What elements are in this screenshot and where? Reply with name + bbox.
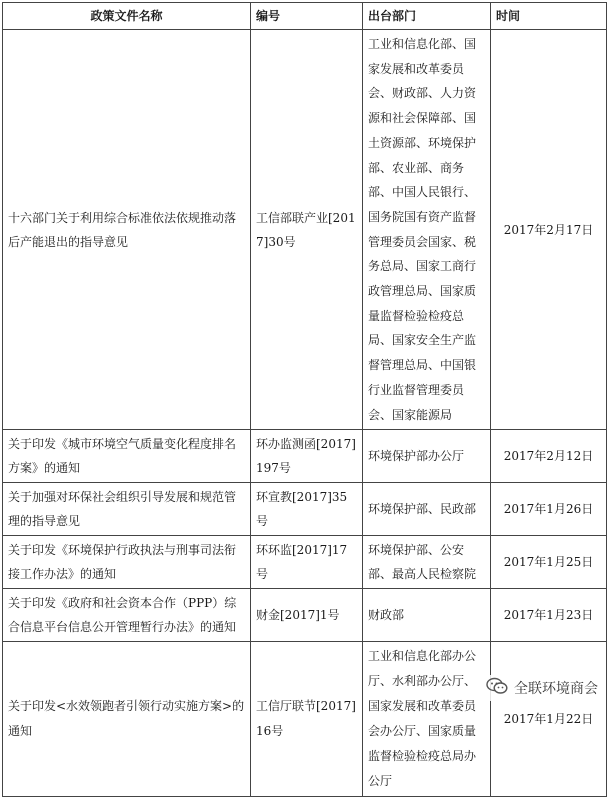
policy-code: 工信部联产业[2017]30号 [251,30,363,430]
table-header-row [3,3,607,30]
policy-date: 2017年1月26日 [491,483,607,536]
policy-dept: 工业和信息化部办公厅、水利部办公厅、国家发展和改革委员会办公厅、国家质量监督检验检疫总局办公厅 [363,642,491,797]
policy-date: 2017年1月25日 [491,536,607,589]
policy-name: 十六部门关于利用综合标准依法依规推动落后产能退出的指导意见 [3,30,251,430]
policy-dept: 环境保护部、公安部、最高人民检察院 [363,536,491,589]
policy-date: 2017年2月12日 [491,430,607,483]
policy-code: 环宣教[2017]35号 [251,483,363,536]
table-row [3,430,607,483]
header-dept: 出台部门 [363,3,491,30]
policy-dept: 环境保护部、民政部 [363,483,491,536]
policy-dept: 工业和信息化部、国家发展和改革委员会、财政部、人力资源和社会保障部、国土资源部、环境保护部、农业部、商务部、中国人民银行、国务院国有资产监督管理委员会国家、税务总局、国家工商行政管理总局、国家质量监督检验检疫总局、国家安全生产监督管理总局、中国银行业监督管理委员会、国家能源局 [363,30,491,430]
policy-dept: 环境保护部办公厅 [363,430,491,483]
header-name: 政策文件名称 [3,3,251,30]
watermark [482,675,602,701]
policy-code: 工信厅联节[2017]16号 [251,642,363,797]
header-code: 编号 [251,3,363,30]
policy-name: 关于印发《城市环境空气质量变化程度排名方案》的通知 [3,430,251,483]
policy-date: 2017年1月23日 [491,589,607,642]
policy-code: 环环监[2017]17号 [251,536,363,589]
header-date: 时间 [491,3,607,30]
policy-name: 关于印发《环境保护行政执法与刑事司法衔接工作办法》的通知 [3,536,251,589]
table-row [3,589,607,642]
table-row [3,30,607,430]
wechat-icon [486,677,508,699]
policy-code: 财金[2017]1号 [251,589,363,642]
policy-name: 关于印发《政府和社会资本合作（PPP）综合信息平台信息公开管理暂行办法》的通知 [3,589,251,642]
policy-name: 关于加强对环保社会组织引导发展和规范管理的指导意见 [3,483,251,536]
watermark-text: 全联环境商会 [514,681,598,697]
policy-date: 2017年1月22日 [491,642,607,797]
table-row [3,642,607,797]
policy-date: 2017年2月17日 [491,30,607,430]
table-row [3,483,607,536]
table-row [3,536,607,589]
policy-name: 关于印发<水效领跑者引领行动实施方案>的通知 [3,642,251,797]
policy-code: 环办监测函[2017]197号 [251,430,363,483]
policy-dept: 财政部 [363,589,491,642]
